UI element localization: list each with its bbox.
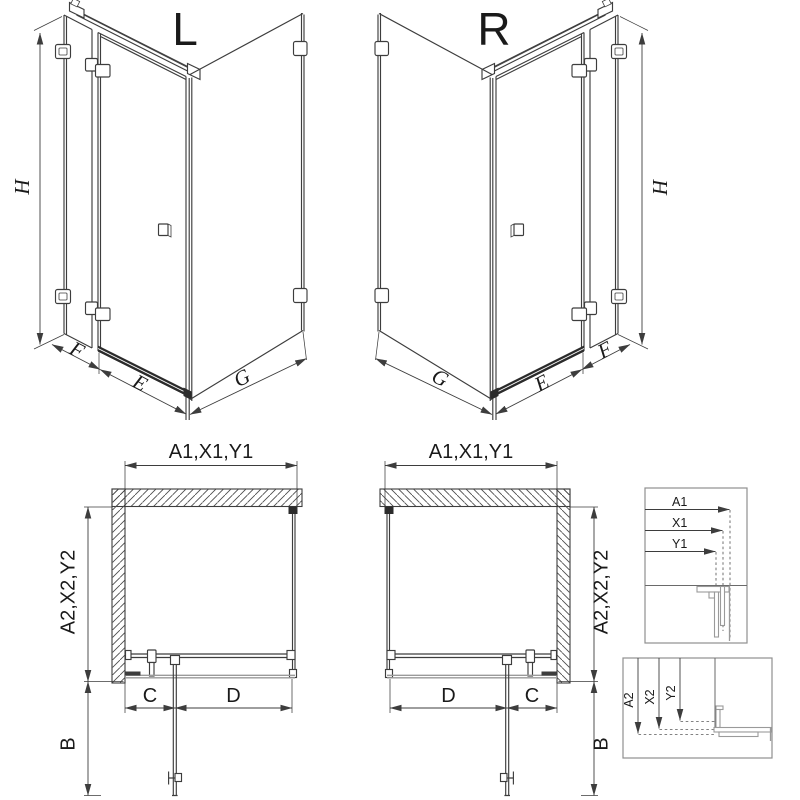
detail-frame [623,658,772,758]
detail-label-y2: Y2 [664,685,678,701]
detail-label-x2: X2 [643,689,657,705]
detail-label-a2: A2 [622,692,636,708]
dim-label-a2x2y2: A2,X2,Y2 [590,549,613,635]
detail-label-a1: A1 [672,495,688,509]
dim-label-b: B [57,737,80,751]
dim-label-d: D [226,685,241,707]
dim-label-c: C [524,685,540,707]
detail-frame [645,488,747,643]
dim-label-e: E [129,369,152,397]
plan-view-right [380,441,613,796]
dim-label-f: F [66,336,89,364]
variant-label-right: R [477,3,511,55]
dim-label-c: C [142,685,158,707]
dim-label-h: H [10,179,34,195]
plan-view-left [58,441,303,796]
detail-box-width-offsets [645,488,747,643]
detail-label-x1: X1 [672,516,688,530]
plan-left-drawing [84,461,302,796]
variant-label-left: L [172,3,198,55]
detail-profile-section [697,586,730,642]
dim-label-e: E [530,369,553,397]
dim-label-d: D [441,685,456,707]
dim-label-a1x1y1: A1,X1,Y1 [168,441,254,463]
dim-label-f: F [593,336,616,364]
detail-label-y1: Y1 [672,537,688,551]
iso-view-right [375,0,672,420]
dim-label-g: G [229,363,255,392]
detail-box-depth-offsets [622,658,772,758]
iso-view-left [10,0,307,420]
dim-label-g: G [427,363,453,392]
dim-label-h: H [648,179,672,195]
detail-profile-section [714,706,771,741]
dim-label-b: B [590,737,613,751]
plan-right-drawing [380,461,598,796]
dim-label-a2x2y2: A2,X2,Y2 [57,549,80,635]
dim-label-a1x1y1: A1,X1,Y1 [428,441,514,463]
